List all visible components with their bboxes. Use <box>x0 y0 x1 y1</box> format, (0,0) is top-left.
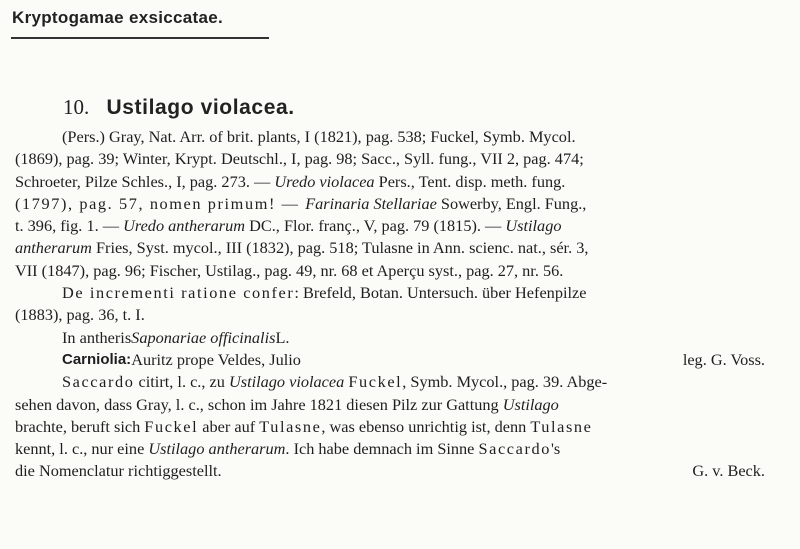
text-run: : Brefeld, Botan. Untersuch. über Hefenpilze <box>294 283 587 303</box>
text-run: In antheris <box>62 327 132 347</box>
synonymy-line-5 <box>15 215 785 237</box>
text-group <box>15 237 588 259</box>
author-signature: G. v. Beck. <box>692 461 765 481</box>
text-run: brachte, beruft sich <box>15 416 145 436</box>
text-run: (Pers.) Gray, Nat. Arr. of brit. plants, I (1821), pag. 538; Fuckel, Symb. Mycol. <box>62 127 576 146</box>
taxon-name: Ustilago violacea <box>228 372 345 392</box>
author-name: Tulasne <box>259 416 322 436</box>
development-line-1 <box>15 282 785 304</box>
text-run: aber auf <box>198 416 260 436</box>
entry-title <box>63 94 295 121</box>
text-run: Fries, Syst. mycol., III (1832), pag. 518; Tulasne in Ann. scienc. nat., sér. 3, <box>91 238 589 258</box>
entry-number: 10. <box>63 95 90 119</box>
text-group <box>15 193 586 215</box>
taxon-name: Ustilago <box>505 216 562 236</box>
text-run: sehen davon, dass Gray, l. c., schon im Jahre 1821 diesen Pilz zur Gattung <box>15 394 503 414</box>
author-name: Fuckel <box>144 416 199 436</box>
author-name: Saccardo <box>478 439 551 459</box>
taxon-name: Ustilago antherarum <box>148 439 286 459</box>
author-name: Fuckel <box>348 372 403 392</box>
text-run: Schroeter, Pilze Schles., I, pag. 273. — <box>15 171 275 191</box>
text-run: Sowerby, Engl. Fung., <box>436 193 587 213</box>
text-run: (1869), pag. 39; Winter, Krypt. Deutschl., I, pag. 98; Sacc., Syll. fung., VII 2, pag. 474; <box>15 149 584 169</box>
synonymy-line-2 <box>15 148 785 170</box>
taxon-name: Farinaria Stellariae <box>305 193 437 213</box>
spaced-text: De incrementi ratione confer <box>62 283 295 303</box>
collector: leg. G. Voss. <box>682 349 765 369</box>
synonymy-line-1 <box>15 126 785 148</box>
text-run: die Nomenclatur richtiggestellt. <box>15 461 222 481</box>
text-run: (1797), pag. 57, nomen primum! — <box>15 193 306 213</box>
text-run: (1883), pag. 36, t. I. <box>15 305 145 325</box>
text-run: citirt, l. c., zu <box>134 372 229 392</box>
locality-region: Carniolia: <box>62 350 132 368</box>
text-group <box>15 438 560 460</box>
taxon-name: Uredo violacea <box>274 171 375 191</box>
locality-line <box>15 349 785 371</box>
synonymy-line-6 <box>15 237 785 259</box>
text-run: . Ich habe demnach im Sinne <box>285 439 479 459</box>
note-line-1 <box>15 371 785 393</box>
text-group <box>15 171 565 193</box>
text-group <box>15 416 592 438</box>
author-name: Saccardo <box>62 372 135 392</box>
author-name: Tulasne <box>530 416 593 436</box>
note-line-5 <box>15 460 785 482</box>
page-header-title: Kryptogamae exsiccatae. <box>12 8 224 27</box>
text-run: t. 396, fig. 1. — <box>15 216 124 236</box>
synonymy-line-3 <box>15 171 785 193</box>
text-run: kennt, l. c., nur eine <box>15 439 149 459</box>
text-group <box>15 215 561 237</box>
text-run: , was ebenso unrichtig ist, denn <box>321 416 531 436</box>
text-group <box>62 371 607 393</box>
host-line <box>15 327 785 349</box>
header-underline <box>11 37 269 39</box>
text-run: 's <box>550 439 561 459</box>
taxon-name: Ustilago <box>502 394 559 414</box>
entry-body <box>15 126 785 483</box>
text-run: , Symb. Mycol., pag. 39. Abge- <box>402 372 608 392</box>
text-run: L. <box>275 327 290 347</box>
development-line-2 <box>15 304 785 326</box>
synonymy-line-7 <box>15 260 785 282</box>
text-group <box>15 394 559 416</box>
note-line-3 <box>15 416 785 438</box>
note-line-2 <box>15 394 785 416</box>
locality-place: Auritz prope Veldes, Julio <box>131 349 301 369</box>
taxon-name: antherarum <box>15 238 92 258</box>
text-run: Pers., Tent. disp. meth. fung. <box>374 171 566 191</box>
host-taxon: Saponariae officinalis <box>131 327 276 347</box>
text-run: DC., Flor. franç., V, pag. 79 (1815). — <box>245 216 506 236</box>
taxon-name: Uredo antherarum <box>123 216 246 236</box>
note-line-4 <box>15 438 785 460</box>
text-run: VII (1847), pag. 96; Fischer, Ustilag., pag. 49, nr. 68 et Aperçu syst., pag. 27, nr. 56. <box>15 260 564 280</box>
species-name: Ustilago violacea. <box>106 96 295 119</box>
synonymy-line-4 <box>15 193 785 215</box>
